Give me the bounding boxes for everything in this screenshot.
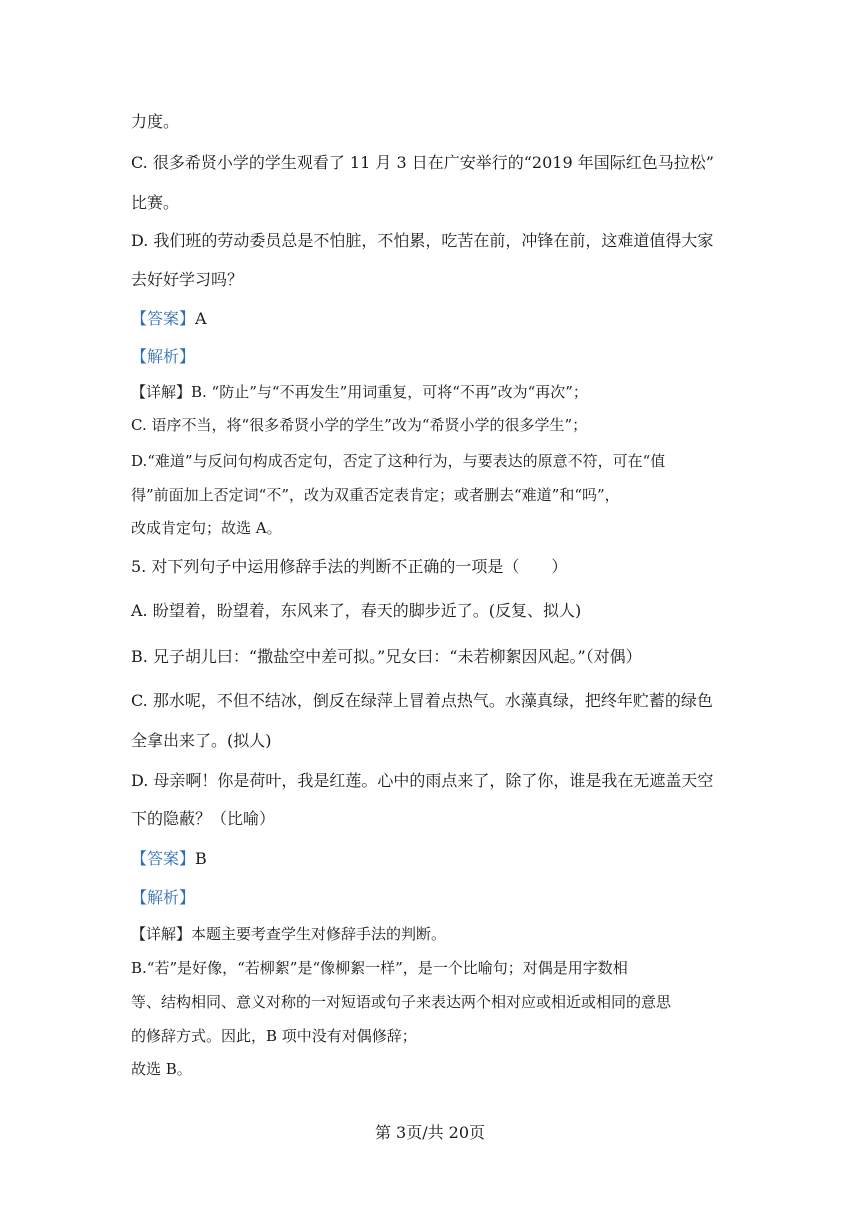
q4-detail-line-4: 得”前面加上否定词“不”，改为双重否定表肯定；或者删去“难道”和“吗”，	[131, 486, 620, 504]
q5-option-d-line-2: 下的隐蔽？（比喻）	[131, 809, 276, 828]
q4-detail-line-5: 改成肯定句；故选 A。	[131, 519, 282, 537]
q5-question: 5. 对下列句子中运用修辞手法的判断不正确的一项是（ ）	[131, 557, 568, 576]
q4-option-c-line-2: 比赛。	[131, 193, 180, 212]
q4-option-d-line-1: D. 我们班的劳动委员总是不怕脏，不怕累，吃苦在前，冲锋在前，这难道值得大家	[131, 231, 714, 250]
q5-option-c-line-1: C. 那水呢，不但不结冰，倒反在绿萍上冒着点热气。水藻真绿，把终年贮蓄的绿色	[131, 691, 713, 710]
q4-detail-line-2: C. 语序不当，将“很多希贤小学的学生”改为“希贤小学的很多学生”；	[131, 416, 588, 434]
q5-detail-line-3: 等、结构相同、意义对称的一对短语或句子来表达两个相对应或相近或相同的意思	[131, 993, 672, 1011]
analysis-tag: 【解析】	[131, 347, 196, 366]
q5-answer	[131, 848, 736, 870]
answer-tag: 【答案】	[131, 849, 196, 868]
q5-option-a: A. 盼望着，盼望着，东风来了，春天的脚步近了。(反复、拟人)	[131, 601, 582, 620]
q5-option-d-line-1: D. 母亲啊！你是荷叶，我是红莲。心中的雨点来了，除了你，谁是我在无遮盖天空	[131, 771, 714, 790]
answer-value: B	[195, 849, 207, 868]
answer-tag: 【答案】	[131, 309, 196, 328]
q4-answer	[131, 308, 736, 330]
q5-option-c-line-2: 全拿出来了。(拟人)	[131, 731, 272, 750]
q5-detail-line-2: B.“若”是好像，“若柳絮”是“像柳絮一样”，是一个比喻句；对偶是用字数相	[131, 959, 628, 977]
q5-option-b: B. 兄子胡儿曰：“撒盐空中差可拟。”兄女曰：“未若柳絮因风起。”（对偶）	[131, 647, 642, 666]
q4-option-c-line-1: C. 很多希贤小学的学生观看了 11 月 3 日在广安举行的“2019 年国际红色马拉松”	[131, 153, 714, 172]
q5-detail-line-5: 故选 B。	[131, 1060, 192, 1078]
q5-detail-line-4: 的修辞方式。因此，B 项中没有对偶修辞；	[131, 1027, 417, 1045]
q4-analysis-tag	[131, 346, 736, 368]
q5-analysis-tag	[131, 887, 736, 909]
q5-detail-line-1: 【详解】本题主要考查学生对修辞手法的判断。	[131, 925, 447, 943]
q4-option-d-line-2: 去好好学习吗？	[131, 270, 244, 289]
q4-detail-line-3: D.“难道”与反问句构成否定句，否定了这种行为，与要表达的原意不符，可在“值	[131, 452, 666, 470]
page-number-footer: 第 3页/共 20页	[374, 1123, 486, 1142]
answer-value: A	[195, 309, 207, 328]
analysis-tag: 【解析】	[131, 888, 196, 907]
q4-detail-line-1: 【详解】B. “防止”与“不再发生”用词重复，可将“不再”改为“再次”；	[131, 383, 588, 401]
q4-continuation: 力度。	[131, 112, 180, 131]
